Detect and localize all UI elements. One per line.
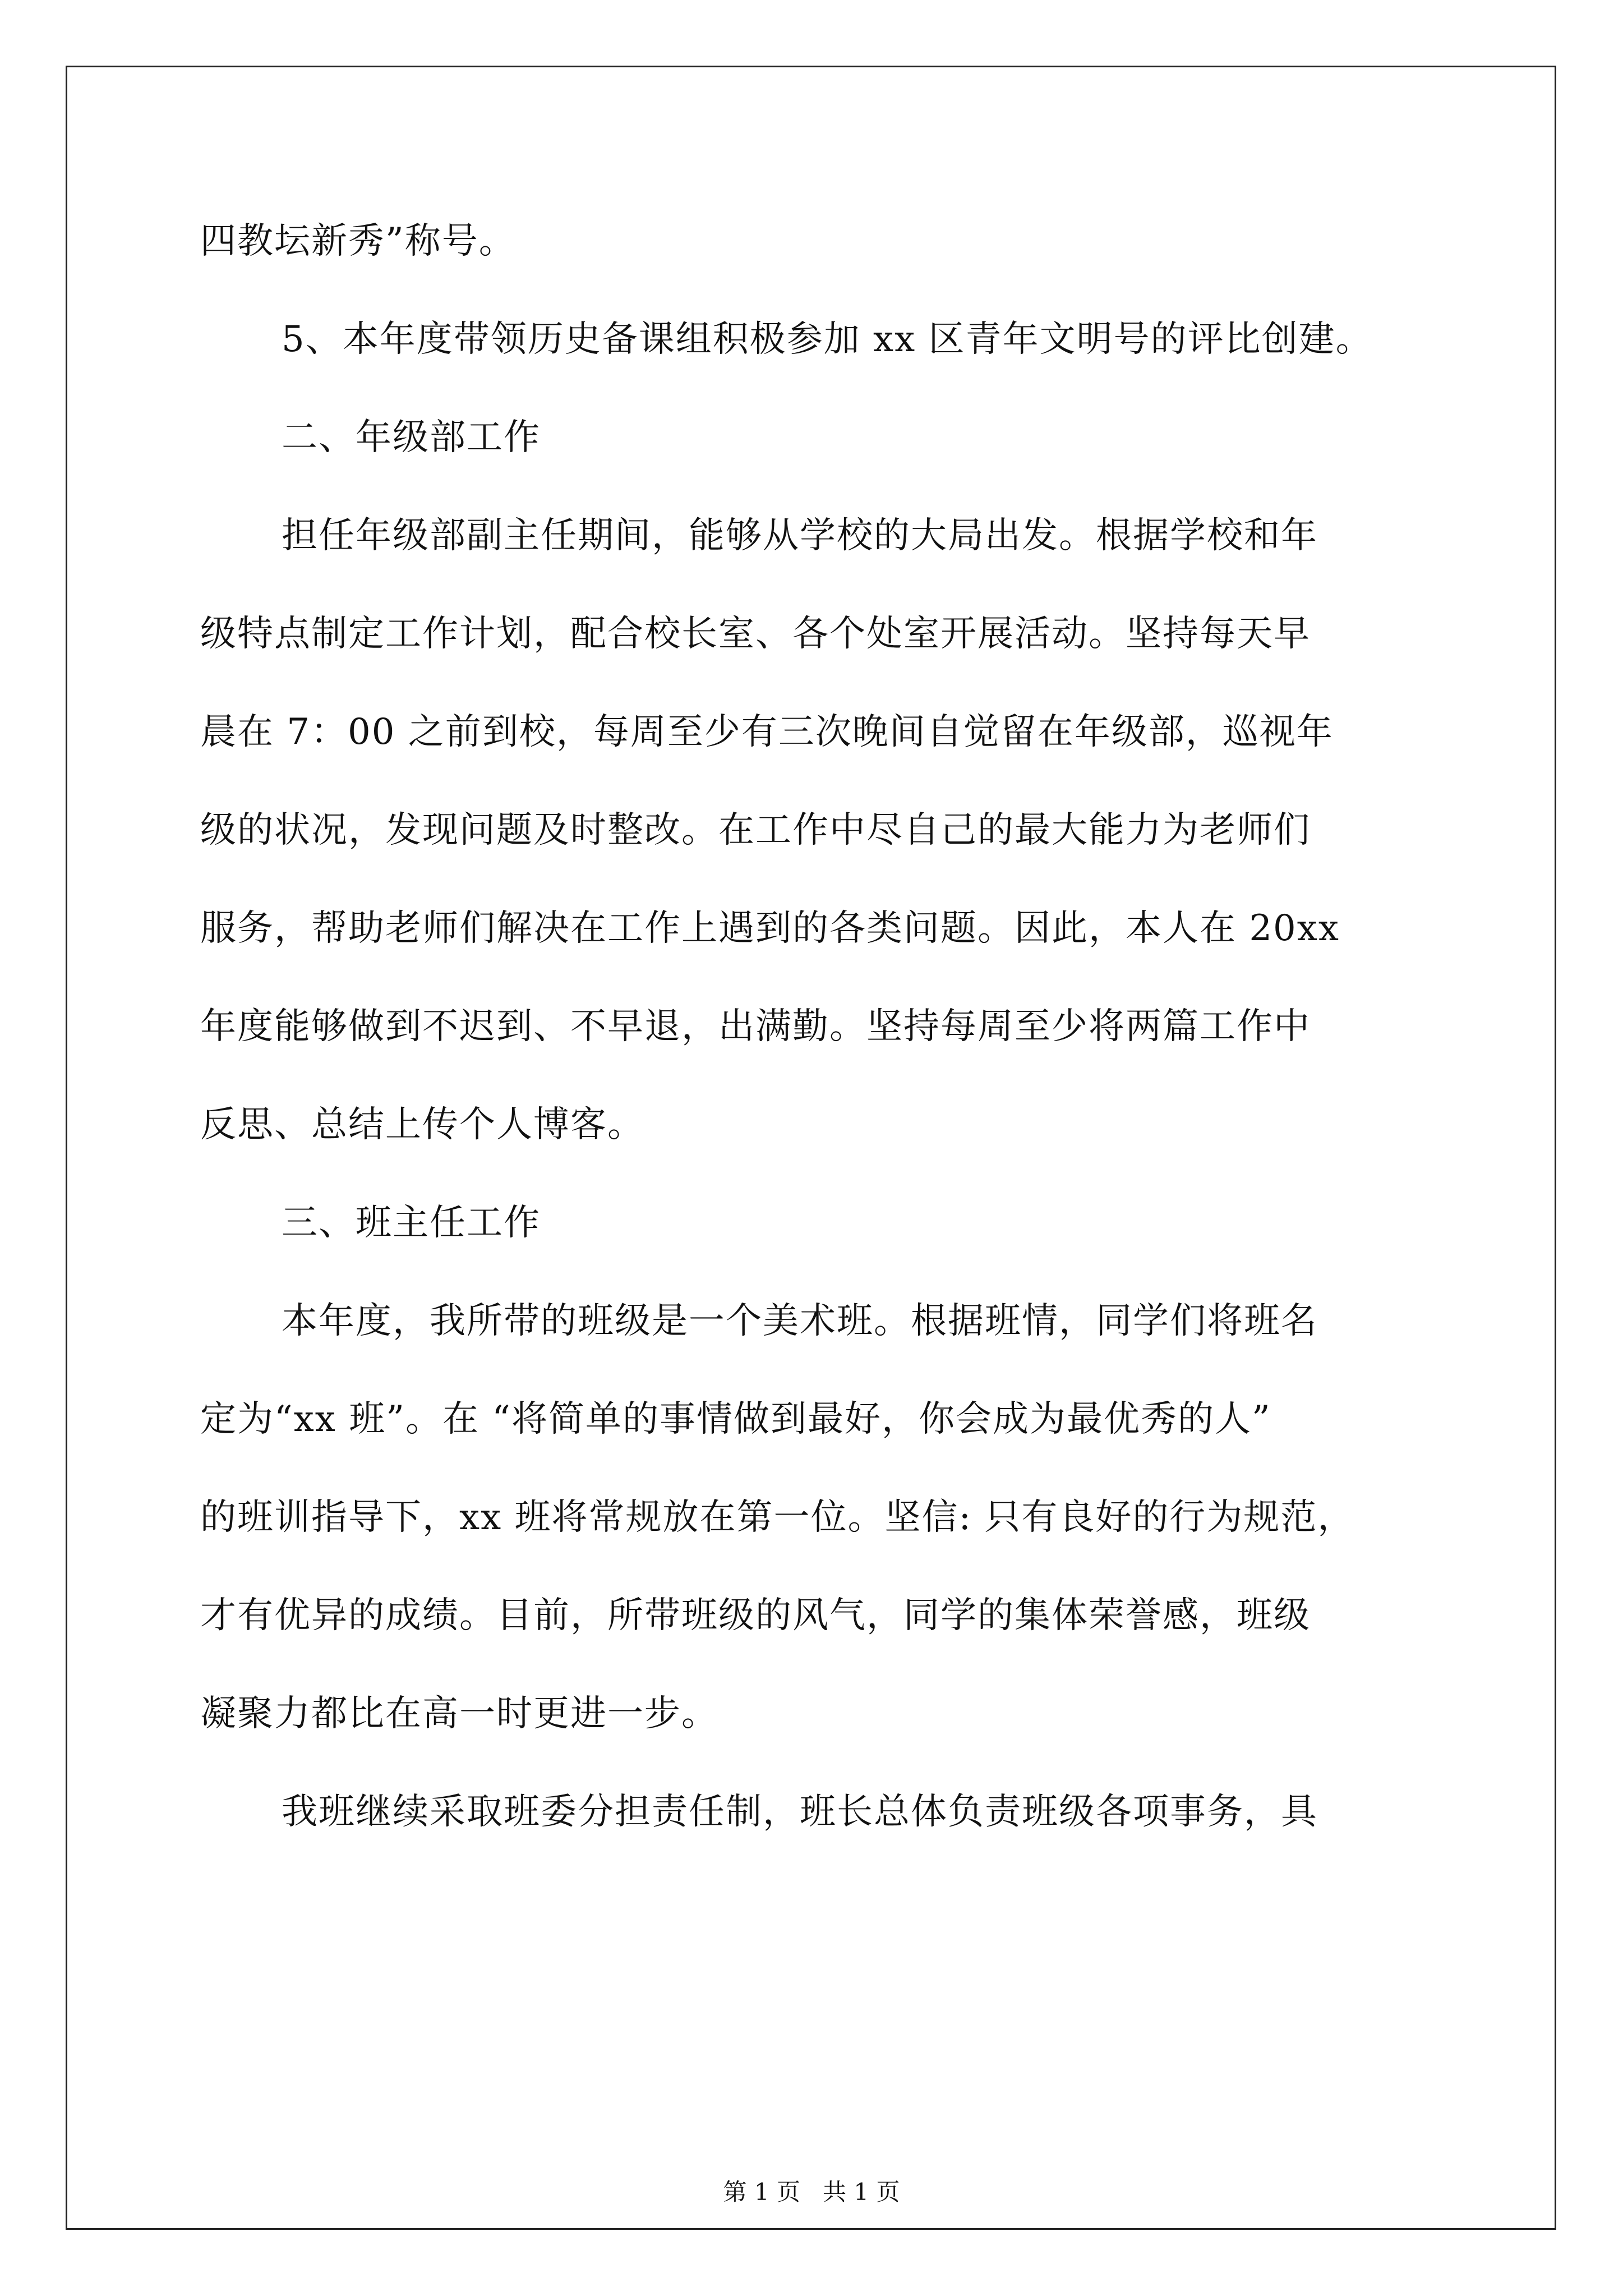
text-line: 凝聚力都比在高一时更进一步。 <box>200 1693 718 1734</box>
text-line: 才有优异的成绩。目前，所带班级的风气，同学的集体荣誉感，班级 <box>200 1595 1311 1636</box>
text-line: 本年度，我所带的班级是一个美术班。根据班情，同学们将班名 <box>282 1300 1318 1342</box>
text-line: 反思、总结上传个人博客。 <box>200 1104 644 1145</box>
text-line: 担任年级部副主任期间，能够从学校的大局出发。根据学校和年 <box>282 515 1318 556</box>
text-line: 年度能够做到不迟到、不早退，出满勤。坚持每周至少将两篇工作中 <box>200 1006 1311 1047</box>
text-line: 我班继续采取班委分担责任制，班长总体负责班级各项事务，具 <box>282 1791 1318 1833</box>
text-line: 5、本年度带领历史备课组积极参加 xx 区青年文明号的评比创建。 <box>282 319 1373 360</box>
text-line: 的班训指导下，xx 班将常规放在第一位。坚信: 只有良好的行为规范， <box>200 1497 1355 1538</box>
text-line: 四教坛新秀”称号。 <box>200 220 516 262</box>
page-number-footer: 第 1 页 共 1 页 <box>723 2178 900 2206</box>
text-line: 晨在 7：00 之前到校，每周至少有三次晚间自觉留在年级部，巡视年 <box>200 711 1334 753</box>
text-line: 服务，帮助老师们解决在工作上遇到的各类问题。因此，本人在 20xx <box>200 908 1340 949</box>
section-heading: 三、班主任工作 <box>282 1202 541 1244</box>
text-line: 级的状况，发现问题及时整改。在工作中尽自己的最大能力为老师们 <box>200 809 1311 851</box>
section-heading: 二、年级部工作 <box>282 417 541 458</box>
text-line: 定为“xx 班”。在 “将简单的事情做到最好，你会成为最优秀的人” <box>200 1398 1271 1440</box>
text-line: 级特点制定工作计划，配合校长室、各个处室开展活动。坚持每天早 <box>200 613 1311 655</box>
